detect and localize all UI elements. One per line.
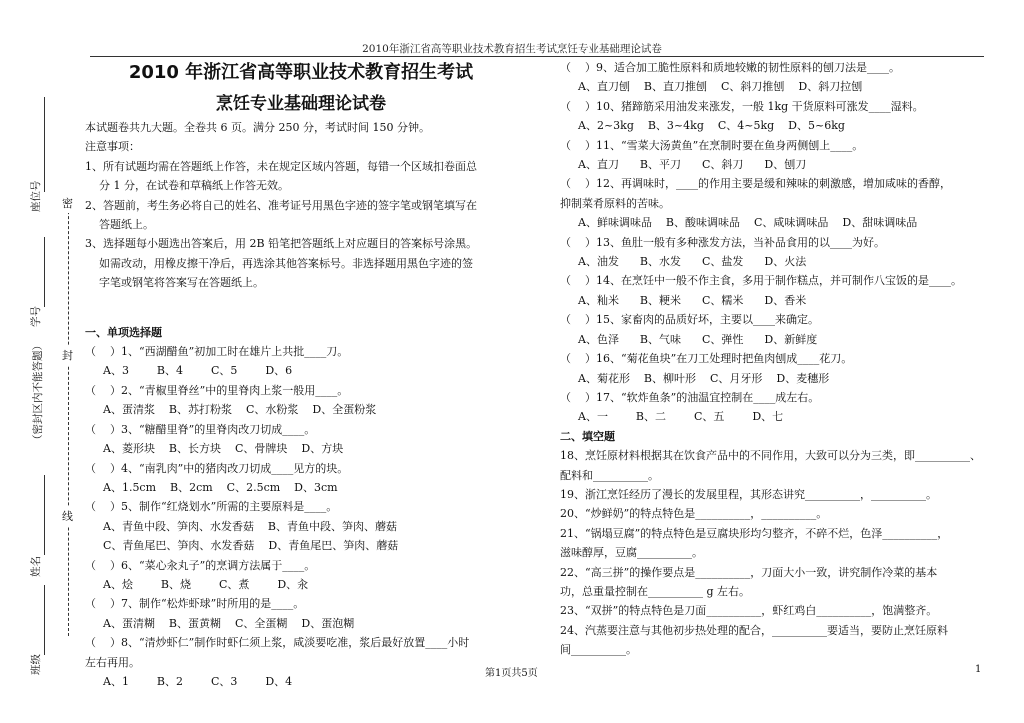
question-options: A、1.5cm B、2cm C、2.5cm D、3cm	[103, 480, 338, 494]
question-options: A、菱形块 B、长方块 C、骨牌块 D、方块	[103, 442, 344, 456]
seal-dashed-line	[68, 196, 69, 636]
question-text: （ ）11、“雪菜大汤黄鱼”在烹制时要在鱼身两侧刨上____。	[560, 138, 864, 152]
fill-blank-line: 间__________。	[560, 643, 637, 657]
fill-blank-list	[560, 446, 1000, 659]
question-options: A、鲜味调味品 B、酸味调味品 C、咸味调味品 D、甜味调味品	[578, 216, 918, 230]
number-label: 学号	[30, 306, 42, 327]
seat-rule	[44, 97, 45, 192]
fill-blank-line: 22、“高三拼”的操作要点是__________，刀面大小一致，讲究制作冷菜的基本	[560, 565, 938, 579]
seal-char-xian: 线	[62, 506, 73, 526]
fill-blank-line: 功，总重量控制在__________ g 左右。	[560, 584, 751, 598]
question-options: A、2~3kg B、3~4kg C、4~5kg D、5~6kg	[578, 119, 845, 133]
class-rule	[44, 585, 45, 655]
sealed-note: （密封区内不能答题）	[32, 340, 44, 445]
question-text: （ ）12、再调味时，____的作用主要是缓和辣味的刺激感，增加咸味的香醇，	[560, 177, 951, 191]
question-options: A、菊花形 B、柳叶形 C、月牙形 D、麦穗形	[578, 371, 830, 385]
intro-text: 本试题卷共九大题。全卷共 6 页。满分 250 分，考试时间 150 分钟。	[85, 121, 430, 134]
notice-line: 答题纸上。	[85, 218, 154, 232]
left-column	[85, 58, 517, 691]
section-single-choice: 一、单项选择题	[85, 325, 162, 339]
question-text: （ ）7、制作“松炸虾球”时所用的是____。	[85, 597, 305, 611]
fill-blank-line: 18、烹饪原材料根据其在饮食产品中的不同作用，大致可以分为三类，即__________、	[560, 449, 981, 463]
question-options: A、籼米 B、粳米 C、糯米 D、香米	[578, 293, 807, 307]
question-options: A、油发 B、水发 C、盐发 D、火法	[578, 255, 807, 269]
fill-blank-line: 21、“锅塌豆腐”的特点特色是豆腐块形均匀整齐，不碎不烂，色泽__________，	[560, 526, 949, 540]
question-options: A、1 B、2 C、3 D、4	[103, 674, 293, 688]
question-text: （ ）6、“菜心汆丸子”的烹调方法属于____。	[85, 558, 316, 572]
fill-blank-line: 24、汽蒸要注意与其他初步热处理的配合，__________要适当，要防止烹饪原料	[560, 623, 948, 637]
question-options: A、蛋清浆 B、苏打粉浆 C、水粉浆 D、全蛋粉浆	[103, 403, 377, 417]
question-options: A、烩 B、烧 C、煮 D、汆	[103, 577, 309, 591]
name-label: 姓名	[30, 556, 42, 577]
seat-label: 座位号	[30, 180, 42, 212]
question-text: （ ）10、猪蹄筋采用油发来涨发，一般 1kg 干货原料可涨发____湿料。	[560, 99, 924, 113]
notice-title: 注意事项：	[85, 140, 140, 154]
seal-char-mi: 密	[62, 193, 73, 213]
notice-list	[85, 157, 517, 293]
notice-line: 分 1 分，在试卷和草稿纸上作答无效。	[85, 179, 289, 193]
question-text: （ ）4、“南乳肉”中的猪肉改刀切成____见方的块。	[85, 461, 349, 475]
header-rule	[90, 56, 984, 57]
question-text: （ ）9、适合加工脆性原料和质地较嫩的韧性原料的刨刀法是____。	[560, 61, 900, 74]
question-options: A、直刀刨 B、直刀推刨 C、斜刀推刨 D、斜刀拉刨	[578, 80, 863, 94]
question-text: （ ）8、“清炒虾仁”制作时虾仁须上浆，咸淡要吃准，浆后最好放置____小时	[85, 636, 470, 650]
question-text: （ ）16、“菊花鱼块”在刀工处理时把鱼肉刨成____花刀。	[560, 352, 853, 366]
page-footer: 第1页共5页	[485, 668, 538, 679]
fill-blank-line: 23、“双拼”的特点特色是刀面__________，虾红鸡白__________，饱满整齐。	[560, 604, 938, 618]
question-options: A、3 B、4 C、5 D、6	[103, 364, 293, 378]
question-options: A、直刀 B、平刀 C、斜刀 D、刨刀	[578, 158, 807, 172]
question-continuation: 左右再用。	[85, 655, 140, 669]
question-text: （ ）14、在烹饪中一般不作主食，多用于制作糕点，并可制作八宝饭的是____。	[560, 274, 962, 288]
exam-subtitle: 烹饪专业基础理论试卷	[216, 94, 386, 114]
left-question-list	[85, 342, 517, 691]
exam-title: 2010 年浙江省高等职业技术教育招生考试	[128, 62, 474, 83]
notice-line: 2、答题前，考生务必将自己的姓名、准考证号用黑色字迹的签字笔或钢笔填写在	[85, 198, 477, 212]
question-options: A、蛋清糊 B、蛋黄糊 C、全蛋糊 D、蛋泡糊	[103, 616, 355, 630]
class-label: 班级	[30, 654, 42, 675]
notice-line: 字笔或钢笔将答案写在答题纸上。	[85, 276, 264, 290]
question-options: A、色泽 B、气味 C、弹性 D、新鲜度	[578, 332, 818, 346]
right-question-list	[560, 58, 1000, 427]
question-text: （ ）1、“西湖醋鱼”初加工时在雄片上共批____刀。	[85, 345, 349, 359]
question-text: （ ）3、“糖醋里脊”的里脊肉改刀切成____。	[85, 422, 316, 436]
fill-blank-line: 19、浙江烹饪经历了漫长的发展里程，其形态讲究__________，__________。	[560, 487, 937, 501]
question-text: （ ）17、“软炸鱼条”的油温宜控制在____成左右。	[560, 390, 820, 404]
right-column	[560, 58, 1000, 660]
question-text: （ ）5、制作“红烧划水”所需的主要原料是____。	[85, 500, 338, 514]
fill-blank-line: 配料和__________。	[560, 468, 659, 482]
binding-column	[8, 75, 60, 675]
fill-blank-line: 滋味醇厚，豆腐__________。	[560, 546, 703, 560]
section-fill-blank: 二、填空题	[560, 429, 615, 443]
question-options: A、一 B、二 C、五 D、七	[578, 410, 784, 424]
seal-char-feng: 封	[62, 345, 73, 365]
question-text: （ ）13、鱼肚一般有多种涨发方法，当补品食用的以____为好。	[560, 235, 885, 249]
notice-line: 1、所有试题均需在答题纸上作答，未在规定区域内答题，每错一个区域扣卷面总	[85, 159, 477, 173]
page-number: 1	[975, 664, 982, 675]
question-text: （ ）15、家畜肉的品质好坏，主要以____来确定。	[560, 313, 819, 327]
question-options: A、青鱼中段、笋肉、水发香菇 B、青鱼中段、笋肉、蘑菇 C、青鱼尾巴、笋肉、水发香菇 D、青鱼尾巴、笋肉、蘑菇	[103, 519, 399, 553]
notice-line: 3、选择题每小题选出答案后，用 2B 铅笔把答题纸上对应题目的答案标号涂黑。	[85, 237, 478, 251]
number-rule	[44, 237, 45, 307]
page-header: 2010年浙江省高等职业技术教育招生考试烹饪专业基础理论试卷	[362, 43, 662, 55]
name-rule	[44, 475, 45, 555]
fill-blank-line: 20、“炒鲜奶”的特点特色是__________，__________。	[560, 507, 828, 521]
notice-line: 如需改动，用橡皮擦干净后，再选涂其他答案标号。非选择题用黑色字迹的签	[85, 256, 473, 270]
question-continuation: 抑制菜肴原料的苦味。	[560, 196, 670, 210]
question-text: （ ）2、“青椒里脊丝”中的里脊肉上浆一般用____。	[85, 383, 349, 397]
